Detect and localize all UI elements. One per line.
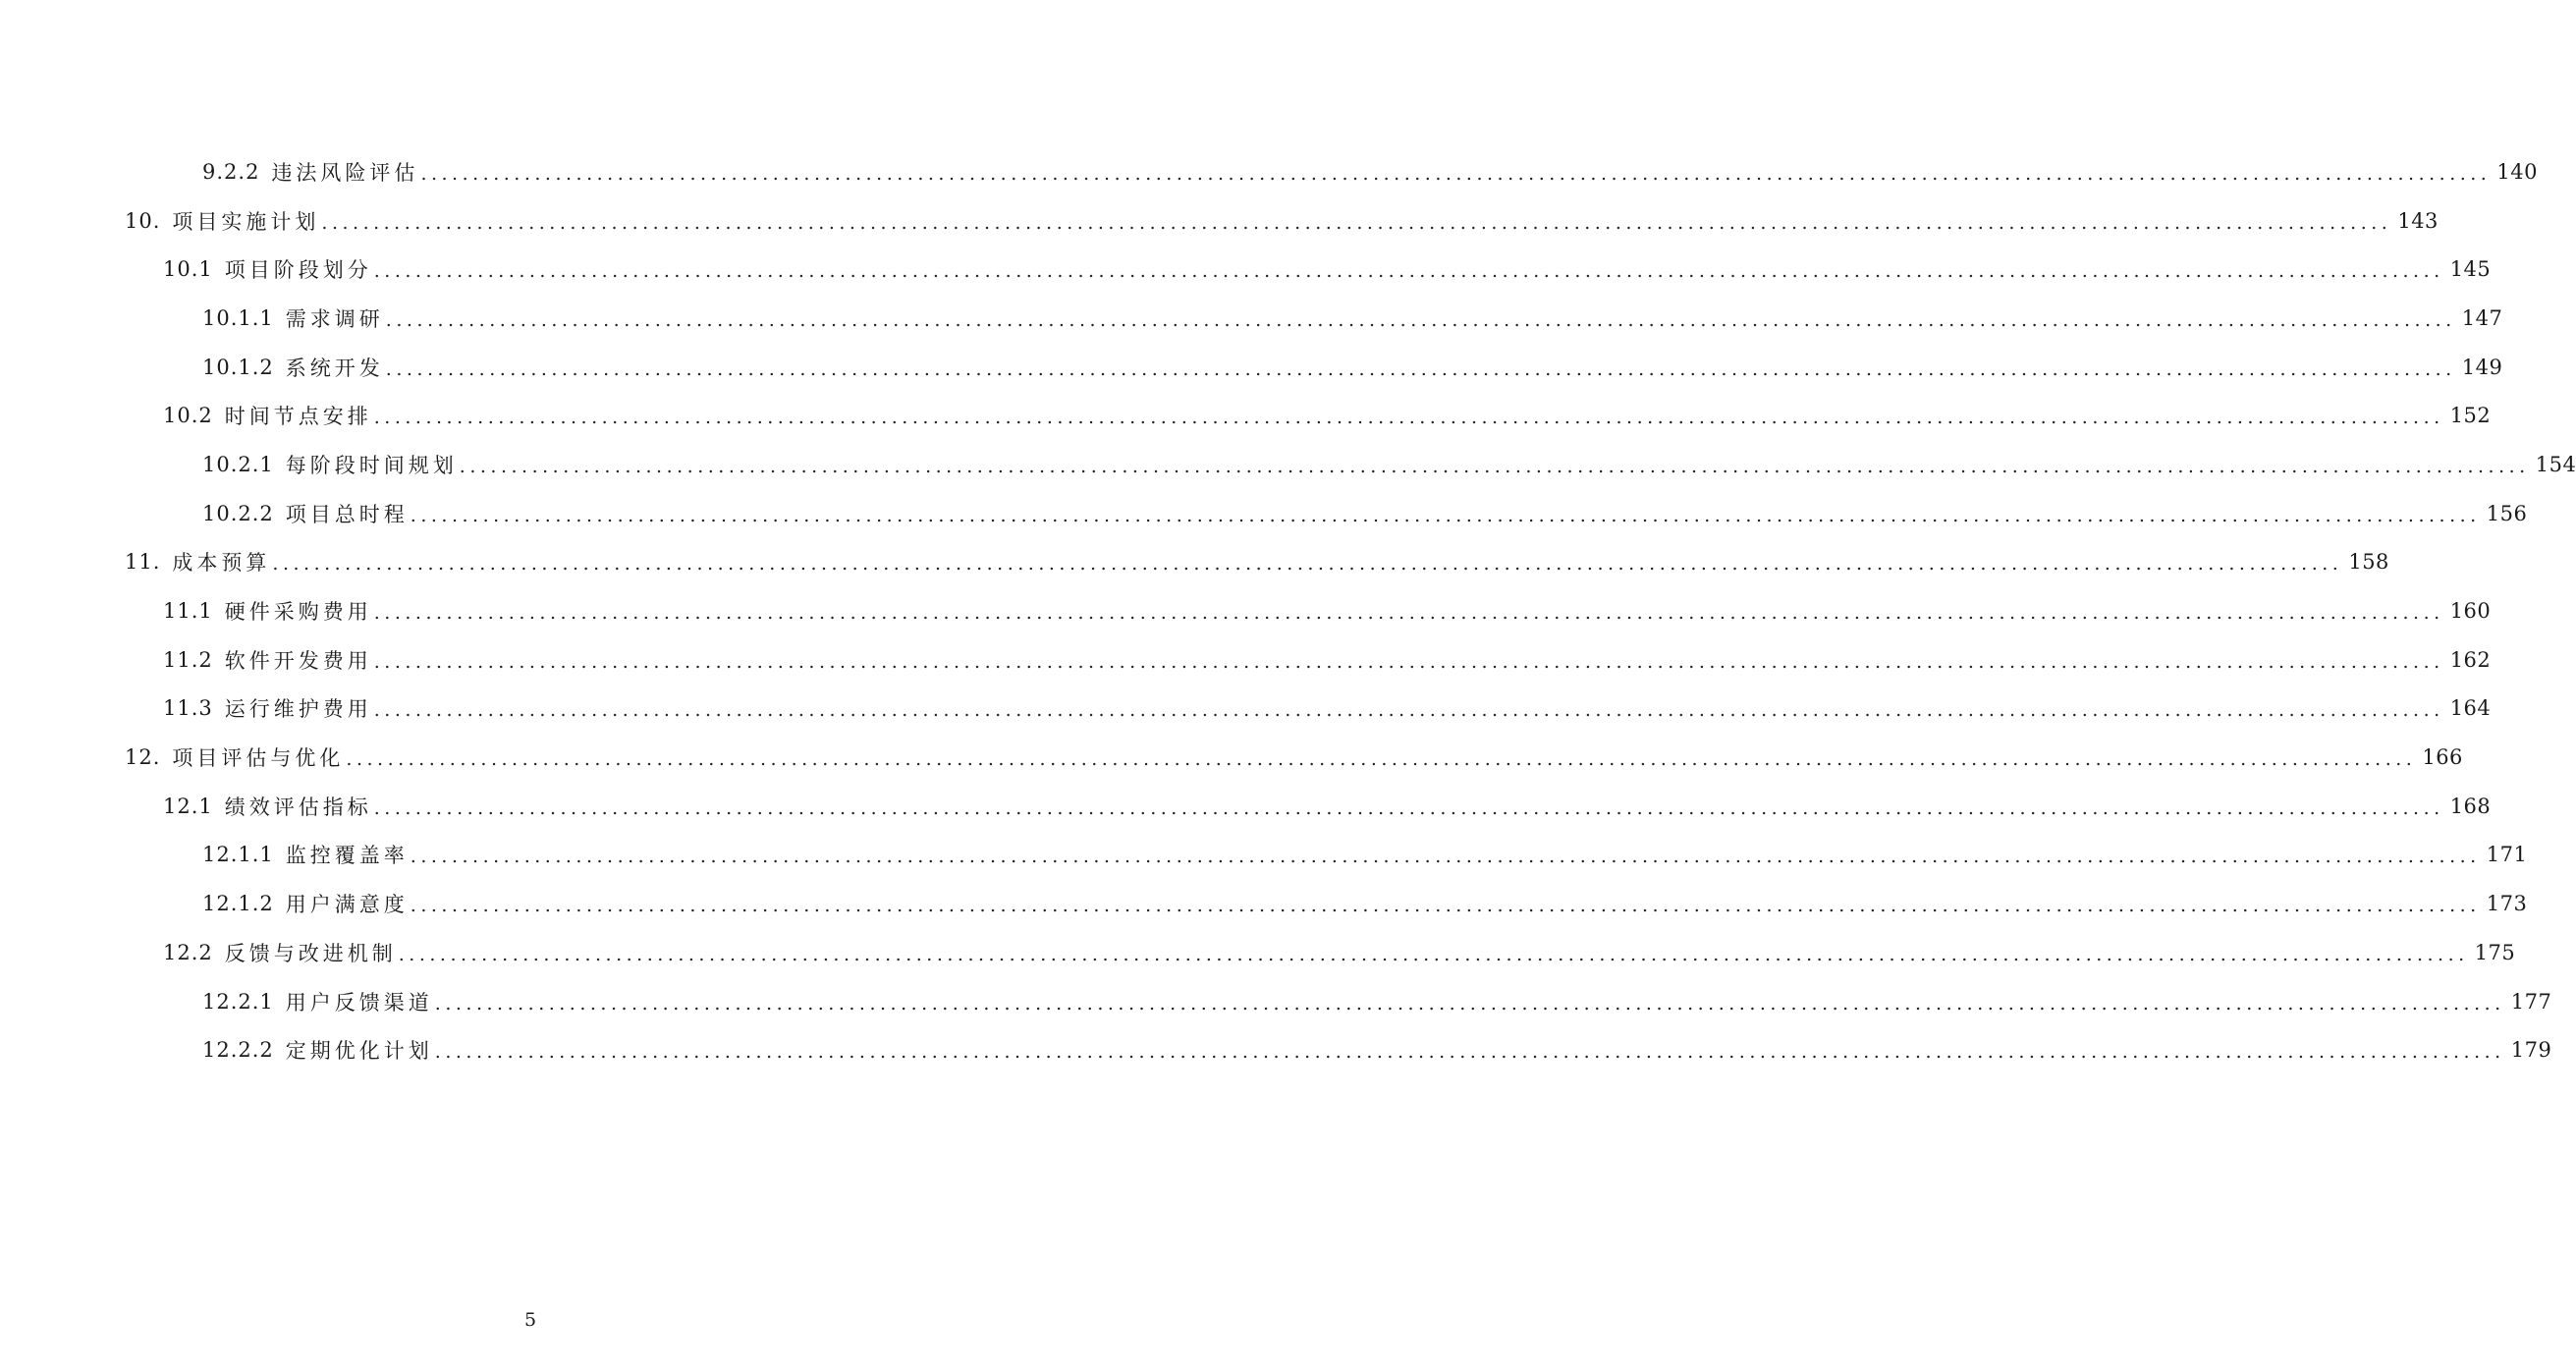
toc-entry-title: 需求调研 xyxy=(285,306,384,331)
toc-entry-page: 177 xyxy=(2510,989,2552,1014)
toc-dot-leader: ........................................................................................................................................................................................................ xyxy=(410,895,2481,917)
toc-entry-title: 项目评估与优化 xyxy=(172,746,345,771)
toc-entry-page: 171 xyxy=(2486,843,2528,867)
toc-entry-number: 12.2.2 xyxy=(202,1038,274,1063)
toc-entry-number: 11.2 xyxy=(163,647,213,672)
toc-entry[interactable] xyxy=(0,928,2516,977)
toc-entry-number: 10.1.2 xyxy=(202,355,274,379)
toc-dot-leader: ........................................................................................................................................................................................................ xyxy=(373,650,2444,673)
toc-dot-leader: ........................................................................................................................................................................................................ xyxy=(321,211,2392,234)
toc-entry-number: 10.2.1 xyxy=(202,452,274,476)
toc-entry[interactable] xyxy=(0,294,2503,343)
toc-entry-number: 12.2 xyxy=(163,940,213,964)
toc-entry-page: 149 xyxy=(2461,355,2503,379)
toc-entry-title: 违法风险评估 xyxy=(271,160,419,185)
toc-dot-leader: ........................................................................................................................................................................................................ xyxy=(434,992,2505,1015)
toc-entry-title: 每阶段时间规划 xyxy=(285,453,458,477)
toc-entry-page: 140 xyxy=(2496,159,2538,184)
toc-dot-leader: ........................................................................................................................................................................................................ xyxy=(420,162,2492,185)
toc-entry[interactable] xyxy=(0,879,2528,928)
toc-entry-title: 绩效评估指标 xyxy=(224,795,372,819)
toc-entry-page: 160 xyxy=(2449,599,2492,624)
toc-dot-leader: ........................................................................................................................................................................................................ xyxy=(373,407,2444,429)
toc-entry-number: 10.1.1 xyxy=(202,305,274,330)
toc-entry-number: 11. xyxy=(125,550,161,575)
toc-entry-title: 成本预算 xyxy=(172,551,271,576)
toc-entry[interactable] xyxy=(0,196,2439,246)
toc-dot-leader: ........................................................................................................................................................................................................ xyxy=(459,455,2530,477)
toc-entry-title: 项目阶段划分 xyxy=(224,258,372,283)
toc-dot-leader: ........................................................................................................................................................................................................ xyxy=(385,357,2456,380)
toc-dot-leader: ........................................................................................................................................................................................................ xyxy=(398,943,2469,965)
toc-entry-page: 143 xyxy=(2397,208,2439,233)
toc-entry[interactable] xyxy=(0,1025,2552,1074)
toc-entry-number: 10. xyxy=(125,208,161,233)
toc-entry[interactable] xyxy=(0,391,2492,440)
toc-entry-number: 11.1 xyxy=(163,599,213,624)
toc-entry[interactable] xyxy=(0,685,2492,734)
toc-entry-number: 12.1.2 xyxy=(202,892,274,916)
toc-entry[interactable] xyxy=(0,343,2503,392)
toc-entry-title: 定期优化计划 xyxy=(285,1039,433,1064)
toc-entry[interactable] xyxy=(0,733,2463,782)
toc-dot-leader: ........................................................................................................................................................................................................ xyxy=(434,1041,2505,1064)
toc-entry[interactable] xyxy=(0,245,2492,294)
toc-entry-title: 运行维护费用 xyxy=(224,697,372,722)
toc-entry-page: 175 xyxy=(2474,940,2516,964)
toc-entry-page: 156 xyxy=(2486,501,2528,525)
toc-entry-number: 9.2.2 xyxy=(202,159,260,184)
toc-entry-page: 145 xyxy=(2449,257,2492,282)
toc-dot-leader: ........................................................................................................................................................................................................ xyxy=(410,504,2481,526)
toc-entry-title: 硬件采购费用 xyxy=(224,600,372,625)
toc-entry-number: 12.2.1 xyxy=(202,989,274,1014)
toc-entry-page: 147 xyxy=(2461,305,2503,330)
toc-dot-leader: ........................................................................................................................................................................................................ xyxy=(373,796,2444,819)
toc-entry-page: 158 xyxy=(2348,550,2389,575)
toc-entry-page: 152 xyxy=(2449,404,2492,428)
toc-entry-title: 反馈与改进机制 xyxy=(224,941,397,965)
toc-entry-number: 10.2.2 xyxy=(202,501,274,525)
toc-entry-number: 12.1.1 xyxy=(202,843,274,867)
toc-entry[interactable] xyxy=(0,831,2528,880)
toc-dot-leader: ........................................................................................................................................................................................................ xyxy=(373,260,2444,283)
toc-dot-leader: ........................................................................................................................................................................................................ xyxy=(373,699,2444,722)
toc-dot-leader: ........................................................................................................................................................................................................ xyxy=(346,748,2417,771)
toc-entry-page: 179 xyxy=(2510,1038,2552,1063)
toc-entry-number: 10.1 xyxy=(163,257,213,282)
toc-entry[interactable] xyxy=(0,538,2389,587)
toc-dot-leader: ........................................................................................................................................................................................................ xyxy=(410,846,2481,868)
toc-entry-number: 10.2 xyxy=(163,404,213,428)
toc-entry[interactable] xyxy=(0,782,2492,831)
toc-dot-leader: ........................................................................................................................................................................................................ xyxy=(385,308,2456,331)
toc-entry-title: 软件开发费用 xyxy=(224,648,372,673)
toc-entry-title: 监控覆盖率 xyxy=(285,844,409,868)
toc-entry-page: 166 xyxy=(2422,745,2463,770)
toc-entry-number: 12.1 xyxy=(163,794,213,818)
toc-dot-leader: ........................................................................................................................................................................................................ xyxy=(373,602,2444,625)
toc-entry-number: 11.3 xyxy=(163,696,213,721)
toc-entry[interactable] xyxy=(0,635,2492,685)
toc-entry-title: 系统开发 xyxy=(285,356,384,380)
toc-entry-page: 162 xyxy=(2449,647,2492,672)
toc-entry-title: 项目实施计划 xyxy=(172,209,320,234)
toc-entry-title: 用户满意度 xyxy=(285,893,409,917)
toc-dot-leader: ........................................................................................................................................................................................................ xyxy=(272,553,2343,576)
page-number: 5 xyxy=(523,1309,537,1331)
toc-entry-page: 173 xyxy=(2486,892,2528,916)
toc-entry-title: 项目总时程 xyxy=(285,502,409,526)
toc-entry-page: 154 xyxy=(2535,452,2576,476)
toc-entry-page: 168 xyxy=(2449,794,2492,818)
toc-entry[interactable] xyxy=(0,977,2552,1026)
toc-entry-title: 用户反馈渠道 xyxy=(285,990,433,1015)
toc-entry[interactable] xyxy=(0,147,2538,196)
toc-entry-page: 164 xyxy=(2449,696,2492,721)
toc-entry[interactable] xyxy=(0,440,2576,489)
table-of-contents xyxy=(0,147,2576,1074)
toc-entry[interactable] xyxy=(0,489,2528,538)
toc-entry-number: 12. xyxy=(125,745,161,770)
toc-entry[interactable] xyxy=(0,586,2492,635)
toc-entry-title: 时间节点安排 xyxy=(224,405,372,429)
